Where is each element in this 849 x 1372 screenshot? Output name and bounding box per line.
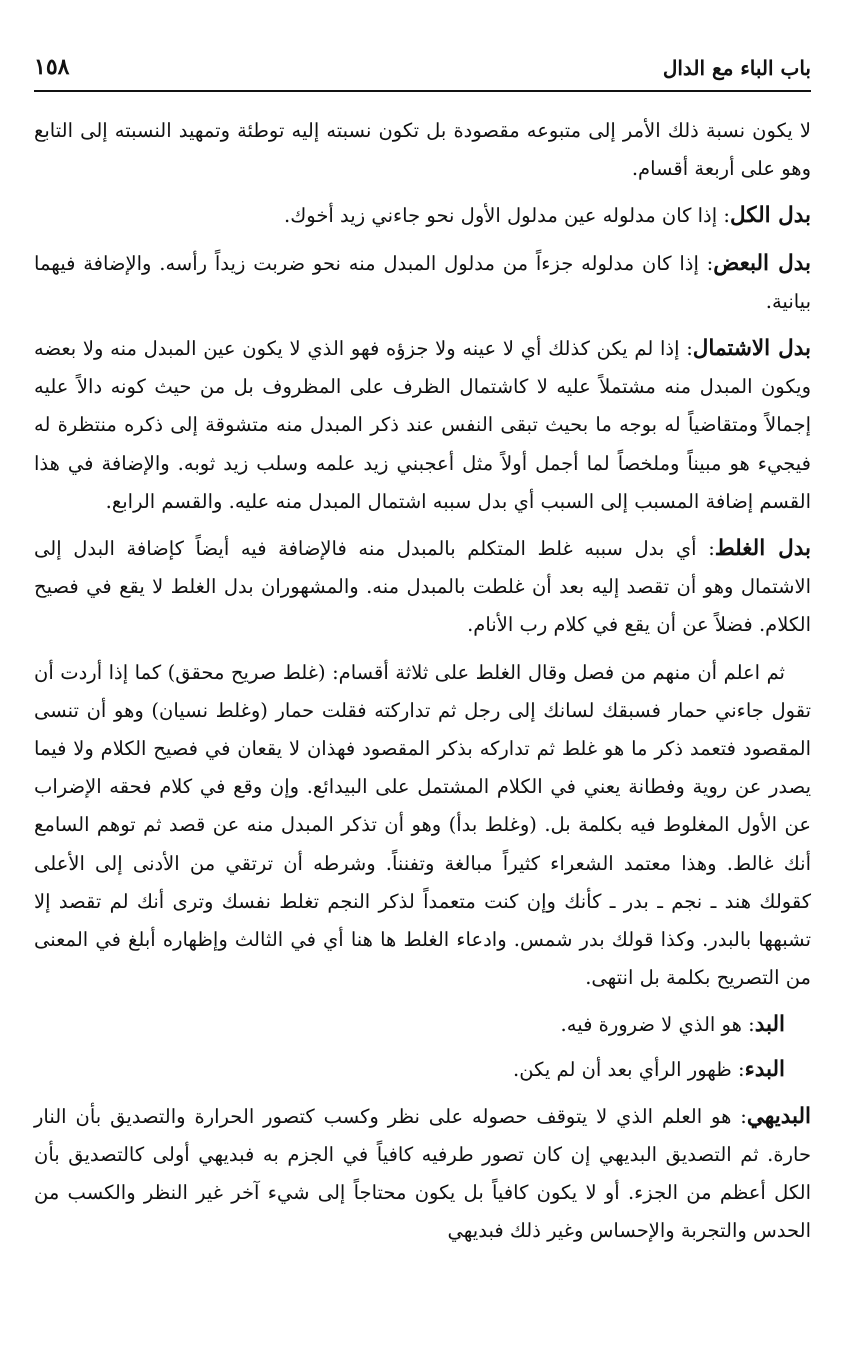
entry-term: بدل الكل xyxy=(729,203,811,229)
entry-term: البد xyxy=(754,1012,785,1038)
chapter-title: باب الباء مع الدال xyxy=(662,56,811,80)
entry-badal-al-bad: بدل البعض: إذا كان مدلوله جزءاً من مدلول المبدل منه نحو ضربت زيداً رأسه. والإضافة فيهما بيانية. xyxy=(34,250,811,313)
paragraph-text: ثم اعلم أن منهم من فصل وقال الغلط على ثلاثة أقسام: (غلط صريح محقق) كما إذا أردت أن تقول جاءني حمار فسبقك لسانك إلى رجل ثم تداركته فقلت حمار (وغلط نسيان) وهو أن تنسى المقصود فتعمد ذكر ما هو غلط ثم تداركه بذكر المقصود فهذان لا يقعان في فصيح الكلام ولا فيما يصدر عن روية وفطانة يعني في الكلام المشتمل على البيدائع. وإن وقع في كلام فحقه الإضراب عن الأول المغلوط فيه بكلمة بل. (وغلط بدأ) وهو أن تذكر المبدل منه عن قصد ثم توهم السامع أنك غالط. وهذا معتمد الشعراء كثيراً مبالغة وتفنناً. وشرطه أن ترتقي من الأدنى إلى الأعلى كقولك هند ـ نجم ـ بدر ـ كأنك وإن كنت متعمداً لذكر النجم تغلط نفسك وترى أنك لم تقصد إلا تشبهها بالبدر. وكذا قولك بدر شمس. وادعاء الغلط ها هنا أي في الثالث وإظهاره أبلغ في المعنى من التصريح بكلمة بل انتهى. xyxy=(34,660,811,990)
entry-definition: ظهور الرأي بعد أن لم يكن. xyxy=(513,1057,732,1081)
page-body xyxy=(34,112,811,1260)
entry-badal-al-kull: بدل الكل: إذا كان مدلوله عين مدلول الأول نحو جاءني زيد أخوك. xyxy=(284,203,811,229)
paragraph-ghalat-types xyxy=(34,654,811,998)
entry-badal-al-ghalat: بدل الغلط: أي بدل سببه غلط المتكلم بالمبدل منه فالإضافة فيه أيضاً كإضافة البدل إلى الاشتمال وهو أن تقصد إليه بعد أن غلطت بالمبدل منه. والمشهوران بدل الغلط لا يقع في فصيح الكلام. فضلاً عن أن يقع في كلام رب الأنام. xyxy=(34,536,811,637)
page-number: ١٥٨ xyxy=(34,54,70,80)
entry-term: بدل الغلط xyxy=(714,536,811,562)
entry-definition: إذا كان مدلوله جزءاً من مدلول المبدل منه نحو ضربت زيداً رأسه. والإضافة فيهما بيانية. xyxy=(34,251,811,313)
paragraph-text: لا يكون نسبة ذلك الأمر إلى متبوعه مقصودة بل تكون نسبته إليه توطئة وتمهيد النسبته إلى التابع وهو على أربعة أقسام. xyxy=(34,119,811,181)
entry-badal-al-ishtimal: بدل الاشتمال: إذا لم يكن كذلك أي لا عينه ولا جزؤه فهو الذي لا يكون عين المبدل منه ولا بعضه ويكون المبدل منه مشتملاً عليه لا كاشتمال الظرف على المظروف بل من حيث كونه دالاً عليه إجمالاً ومتقاضياً له بوجه ما بحيث تبقى النفس عند ذكر المبدل منه متشوقة إلى ذكره منتظرة له فيجيء هو مبيناً وملخصاً لما أجمل أولاً مثل أعجبني زيد علمه وسلب زيد ثوبه. والإضافة في هذا القسم إضافة المسبب إلى السبب أي بدل سببه اشتمال المبدل منه عليه. والقسم الرابع. xyxy=(34,336,811,513)
entry-definition: إذا لم يكن كذلك أي لا عينه ولا جزؤه فهو الذي لا يكون عين المبدل منه ولا بعضه ويكون المبدل منه مشتملاً عليه لا كاشتمال الظرف على المظروف بل من حيث كونه دالاً عليه إجمالاً ومتقاضياً له بوجه ما بحيث تبقى النفس عند ذكر المبدل منه متشوقة إلى ذكره منتظرة له فيجيء هو مبيناً وملخصاً لما أجمل أولاً مثل أعجبني زيد علمه وسلب زيد ثوبه. والإضافة في هذا القسم إضافة المسبب إلى السبب أي بدل سببه اشتمال المبدل منه عليه. والقسم الرابع. xyxy=(34,337,811,513)
entry-al-badd: البد: هو الذي لا ضرورة فيه. xyxy=(560,1012,785,1038)
entry-term: بدل الاشتمال xyxy=(692,336,811,362)
entry-definition: أي بدل سببه غلط المتكلم بالمبدل منه فالإضافة فيه أيضاً كإضافة البدل إلى الاشتمال وهو أن تقصد إليه بعد أن غلطت بالمبدل منه. والمشهوران بدل الغلط لا يقع في فصيح الكلام. فضلاً عن أن يقع في كلام رب الأنام. xyxy=(34,537,811,637)
paragraph-intro xyxy=(34,112,811,188)
entry-al-bad: البدء: ظهور الرأي بعد أن لم يكن. xyxy=(513,1056,785,1082)
entry-term: بدل البعض xyxy=(713,250,811,276)
entry-definition: إذا كان مدلوله عين مدلول الأول نحو جاءني زيد أخوك. xyxy=(284,204,718,228)
entry-al-badihi: البديهي: هو العلم الذي لا يتوقف حصوله على نظر وكسب كتصور الحرارة والتصديق بأن النار حارة. ثم التصديق البديهي إن كان تصور طرفيه كافياً في الجزم به فبديهي أولى كالتصديق بأن الكل أعظم من الجزء. أو لا يكون كافياً بل يكون محتاجاً إلى شيء آخر غير النظر والكسب من الحدس والتجربة والإحساس وغير ذلك فبديهي xyxy=(34,1103,811,1243)
entry-term: البدء xyxy=(744,1056,785,1082)
entry-definition: هو العلم الذي لا يتوقف حصوله على نظر وكسب كتصور الحرارة والتصديق بأن النار حارة. ثم التصديق البديهي إن كان تصور طرفيه كافياً في الجزم به فبديهي أولى كالتصديق بأن الكل أعظم من الجزء. أو لا يكون كافياً بل يكون محتاجاً إلى شيء آخر غير النظر والكسب من الحدس والتجربة والإحساس وغير ذلك فبديهي xyxy=(34,1104,811,1243)
entry-term: البديهي xyxy=(746,1103,811,1129)
entry-definition: هو الذي لا ضرورة فيه. xyxy=(560,1013,742,1037)
page-header xyxy=(34,50,811,92)
